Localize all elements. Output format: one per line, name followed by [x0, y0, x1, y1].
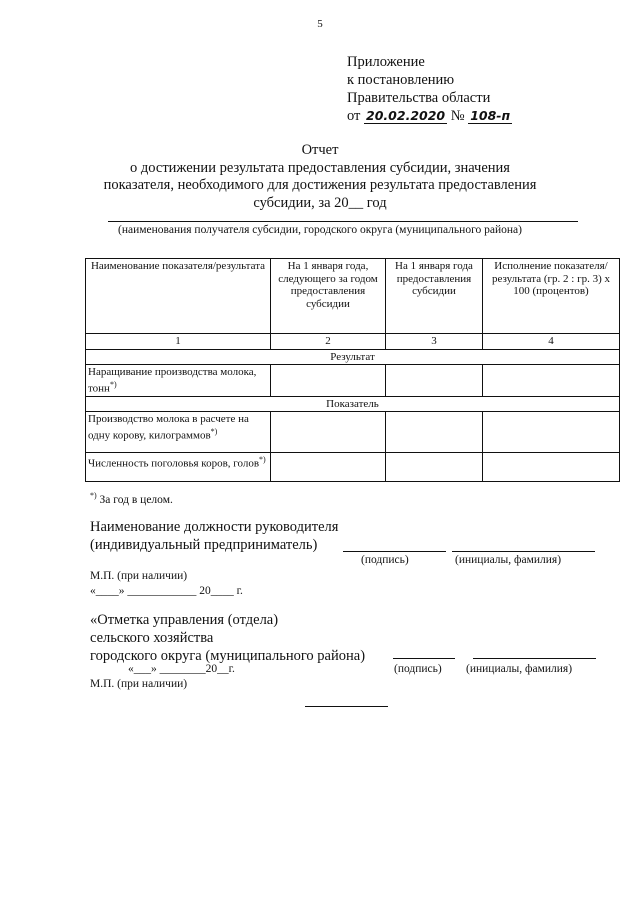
mark-signature-caption: (подпись) — [394, 663, 442, 675]
mark-name-line — [473, 658, 596, 659]
name-line — [452, 551, 595, 552]
recipient-underline — [108, 221, 578, 222]
title-line-4: субсидии, за 20__ год — [253, 194, 387, 211]
appendix-line-2: к постановлению — [347, 72, 455, 88]
appendix-line-1: Приложение — [347, 54, 425, 70]
cell-empty — [386, 412, 483, 453]
table-row — [86, 453, 620, 482]
mark-signature-line — [393, 658, 455, 659]
department-mark — [90, 611, 365, 665]
row-herd-label: Численность поголовья коров, голов*) — [86, 453, 271, 482]
cell-empty — [483, 365, 620, 397]
mark-line-1: «Отметка управления (отдела) — [90, 612, 279, 628]
report-table — [85, 258, 620, 482]
recipient-caption: (наименования получателя субсидии, городского округа (муниципального района) — [118, 224, 522, 236]
cell-empty — [271, 412, 386, 453]
header-next-year: На 1 января года, следующего за годом предоставления субсидии — [271, 259, 386, 334]
section-indicator-row — [86, 396, 620, 412]
column-number-row — [86, 334, 620, 350]
header-indicator: Наименование показателя/результата — [86, 259, 271, 334]
title-line-2: о достижении результата предоставления субсидии, значения — [130, 159, 510, 176]
row-milk-label: Наращивание производства молока, тонн*) — [86, 365, 271, 397]
head-line-2: (индивидуальный предприниматель) — [90, 537, 318, 553]
mark-name-caption: (инициалы, фамилия) — [466, 663, 573, 675]
header-execution: Исполнение показателя/результата (гр. 2 : гр. 3) х 100 (процентов) — [483, 259, 620, 334]
table-header-row — [86, 259, 620, 334]
mark-line-2: сельского хозяйства — [90, 630, 214, 646]
head-title — [90, 518, 338, 554]
section-indicator: Показатель — [86, 396, 620, 412]
mark-stamp-note: М.П. (при наличии) — [90, 678, 188, 690]
head-line-1: Наименование должности руководителя — [90, 519, 339, 535]
title-line-3: показателя, необходимого для достижения результата предоставления — [103, 177, 537, 193]
cell-empty — [271, 365, 386, 397]
report-title — [0, 142, 640, 212]
appendix-line-3: Правительства области — [347, 90, 491, 106]
appendix-date-line — [347, 107, 512, 125]
header-current-year: На 1 января года предоставления субсидии — [386, 259, 483, 334]
number-sign: № — [450, 108, 465, 124]
cell-empty — [483, 412, 620, 453]
cell-empty — [483, 453, 620, 482]
appendix-block — [347, 53, 512, 125]
date-prefix: от — [347, 108, 361, 124]
stamp-note: М.П. (при наличии) — [90, 570, 188, 582]
column-number: 3 — [386, 334, 483, 350]
title-line-1: Отчет — [301, 142, 339, 158]
footnote: *) За год в целом. — [90, 491, 173, 506]
cell-empty — [271, 453, 386, 482]
handwritten-number: 108-п — [470, 108, 511, 123]
section-result-row — [86, 349, 620, 365]
page-number: 5 — [317, 18, 323, 30]
row-cow-label: Производство молока в расчете на одну корову, килограммов*) — [86, 412, 271, 453]
column-number: 4 — [483, 334, 620, 350]
table-row — [86, 365, 620, 397]
cell-empty — [386, 365, 483, 397]
signature-date-line: «____» ____________ 20____ г. — [90, 585, 243, 597]
name-caption: (инициалы, фамилия) — [455, 554, 562, 566]
mark-line-3: городского округа (муниципального района) — [90, 648, 366, 664]
column-number: 2 — [271, 334, 386, 350]
signature-caption: (подпись) — [361, 554, 409, 566]
table-row — [86, 412, 620, 453]
closing-line — [305, 706, 388, 707]
signature-line — [343, 551, 446, 552]
mark-date-line: «___» ________20__г. — [128, 663, 235, 675]
cell-empty — [386, 453, 483, 482]
section-result: Результат — [86, 349, 620, 365]
column-number: 1 — [86, 334, 271, 350]
handwritten-date: 20.02.2020 — [366, 108, 446, 123]
